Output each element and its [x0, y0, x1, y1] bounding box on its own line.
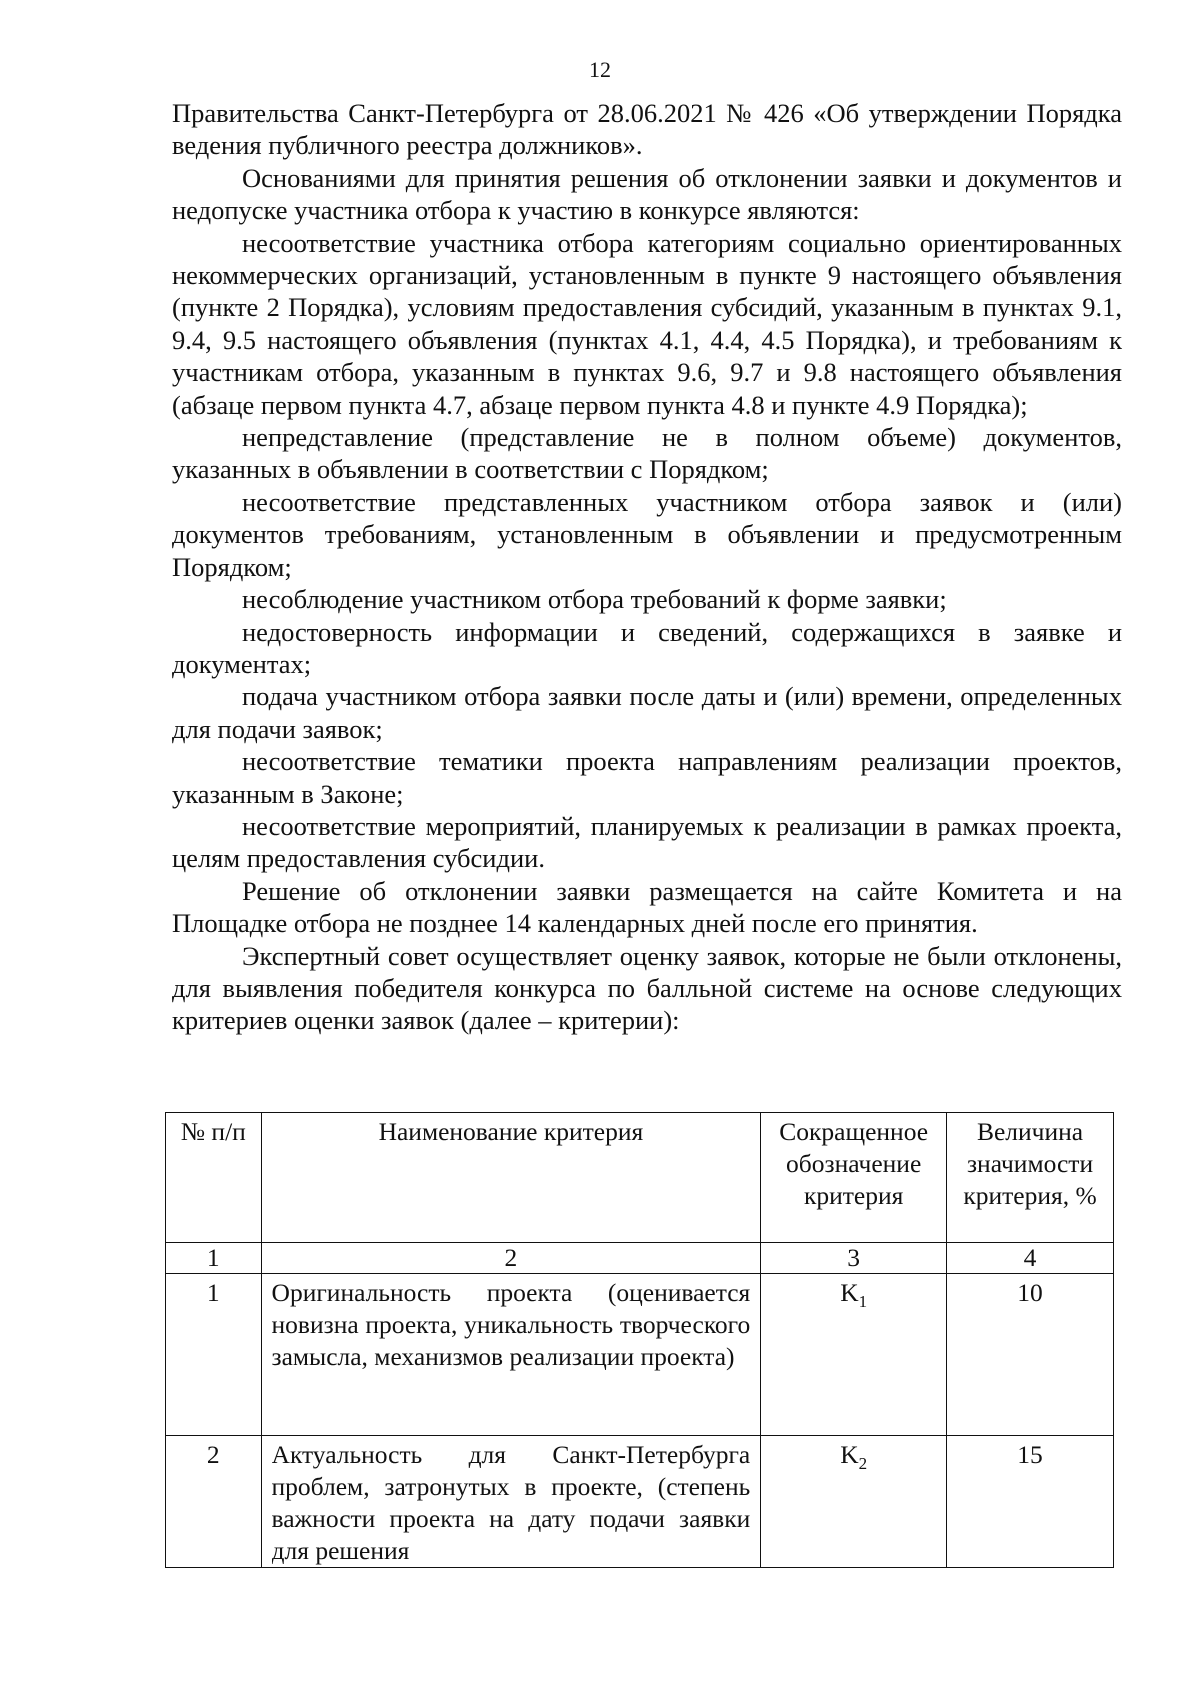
criterion-symbol: $K_2$: [761, 1436, 947, 1568]
paragraph: Основаниями для принятия решения об отклонении заявки и документов и недопуске участника отбора к участию в конкурсе являются:: [172, 162, 1122, 226]
column-header: Величина значимости критерия, %: [947, 1113, 1114, 1243]
criterion-symbol: $K_1$: [761, 1274, 947, 1436]
list-item: несоответствие тематики проекта направлениям реализации проектов, указанным в Законе;: [172, 746, 1122, 809]
column-header: Наименование критерия: [261, 1113, 761, 1243]
page-number: 12: [589, 57, 611, 82]
criteria-table: [165, 1112, 1114, 1568]
list-item: подача участником отбора заявки после даты и (или) времени, определенных для подачи заявок;: [172, 681, 1122, 744]
column-number: 4: [947, 1243, 1114, 1274]
column-header: Сокращенное обозначение критерия: [761, 1113, 947, 1243]
body-text: [172, 97, 1122, 1037]
column-header: № п/п: [166, 1113, 262, 1243]
criterion-name: Оригинальность проекта (оценивается новизна проекта, уникальность творческого замысла, механизмов реализации проекта): [261, 1274, 761, 1436]
list-item: несоответствие мероприятий, планируемых к реализации в рамках проекта, целям предоставления субсидии.: [172, 810, 1122, 874]
paragraph: Решение об отклонении заявки размещается на сайте Комитета и на Площадке отбора не позднее 14 календарных дней после его принятия.: [172, 875, 1122, 939]
row-number: 1: [166, 1274, 262, 1436]
column-number: 2: [261, 1243, 761, 1274]
criterion-weight: 15: [947, 1436, 1114, 1568]
criterion-name: [261, 1436, 761, 1568]
column-number: 1: [166, 1243, 262, 1274]
paragraph: Экспертный совет осуществляет оценку заявок, которые не были отклонены, для выявления победителя конкурса по балльной системе на основе следующих критериев оценки заявок (далее – критерии):: [172, 940, 1122, 1036]
row-number: 2: [166, 1436, 262, 1568]
column-number: 3: [761, 1243, 947, 1274]
table-row: [166, 1436, 1114, 1568]
list-item: недостоверность информации и сведений, содержащихся в заявке и документах;: [172, 616, 1122, 679]
list-item: несоблюдение участником отбора требований к форме заявки;: [242, 584, 947, 615]
list-item: несоответствие участника отбора категориям социально ориентированных некоммерческих организаций, установленным в пункте 9 настоящего объявления (пункте 2 Порядка), условиям предоставления субсидий, указанным в пунктах 9.1, 9.4, 9.5 настоящего объявления (пунктах 4.1, 4.4, 4.5 Порядка), и требованиям к участникам отбора, указанным в пунктах 9.6, 9.7 и 9.8 настоящего объявления (абзаце первом пункта 4.7, абзаце первом пункта 4.8 и пункте 4.9 Порядка);: [172, 227, 1122, 420]
criterion-name-text: Актуальность для Санкт-Петербурга проблем, затронутых в проекте, (степень важности проекта на дату подачи заявки для решения: [271, 1440, 751, 1565]
list-item: непредставление (представление не в полном объеме) документов, указанных в объявлении в соответствии с Порядком;: [172, 422, 1122, 485]
table-row: [166, 1274, 1114, 1436]
column-number-row: [166, 1243, 1114, 1274]
paragraph: Правительства Санкт-Петербурга от 28.06.2021 № 426 «Об утверждении Порядка ведения публичного реестра должников».: [172, 98, 1122, 161]
list-item: несоответствие представленных участником отбора заявок и (или) документов требованиям, установленным в объявлении и предусмотренным Порядком;: [172, 486, 1122, 582]
criterion-weight: 10: [947, 1274, 1114, 1436]
table-header-row: [166, 1113, 1114, 1243]
